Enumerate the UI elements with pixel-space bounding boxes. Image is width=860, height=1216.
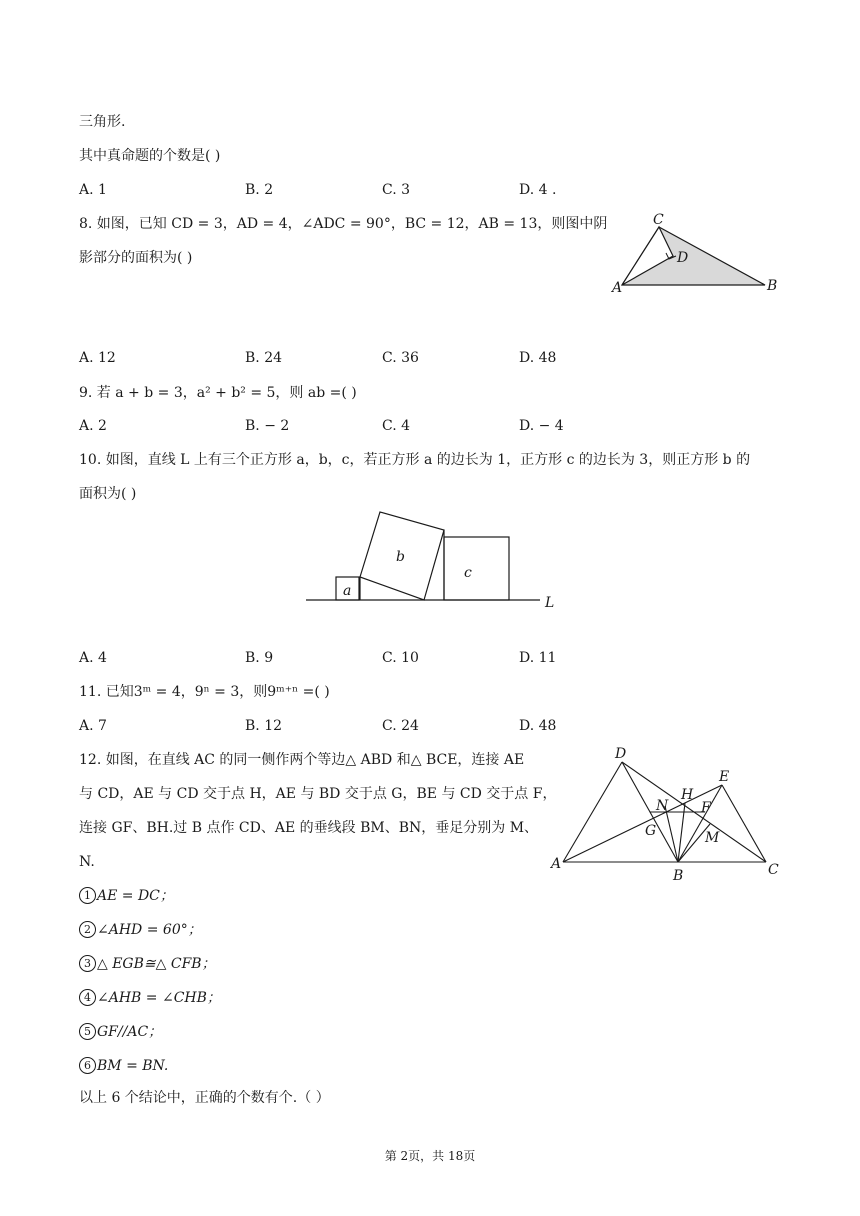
q11-option-a: A. 7 <box>79 718 107 734</box>
q12-label-c: C <box>768 862 779 878</box>
q8-label-a: A <box>612 280 623 296</box>
q10-option-c: C. 10 <box>382 650 419 666</box>
q12-item-4-text: ∠AHB = ∠CHB； <box>97 990 221 1006</box>
q10-label-b: b <box>396 549 405 565</box>
q7-option-a: A. 1 <box>79 182 107 198</box>
q12-item-5-text: GF//AC； <box>97 1024 163 1040</box>
q8-option-a: A. 12 <box>79 350 116 366</box>
q12-item-3 <box>79 954 216 974</box>
q12-item-5 <box>79 1022 162 1042</box>
q11-option-d: D. 48 <box>519 718 557 734</box>
q7-option-c: C. 3 <box>382 182 411 198</box>
q8-stem-line2: 影部分的面积为( ) <box>79 250 193 266</box>
q11-option-c: C. 24 <box>382 718 419 734</box>
q12-item-5-number: 5 <box>79 1023 96 1040</box>
q12-stem-line3: 连接 GF、BH.过 B 点作 CD、AE 的垂线段 BM、BN，垂足分别为 M、 <box>79 820 539 836</box>
q12-segment-ad <box>563 762 622 862</box>
q12-label-n: N <box>656 798 669 814</box>
q7-option-b: B. 2 <box>245 182 274 198</box>
q10-option-a: A. 4 <box>79 650 107 666</box>
q12-item-2-text: ∠AHD = 60°； <box>97 922 202 938</box>
q10-stem-line1: 10. 如图，直线 L 上有三个正方形 a，b，c，若正方形 a 的边长为 1，正方形 c 的边长为 3，则正方形 b 的 <box>79 452 751 468</box>
q8-label-c: C <box>653 212 664 228</box>
q11-stem: 11. 已知3ᵐ = 4，9ⁿ = 3，则9ᵐ⁺ⁿ =( ) <box>79 684 330 700</box>
q12-label-g: G <box>645 823 657 839</box>
q12-label-m: M <box>705 830 720 846</box>
q7-continuation: 三角形. <box>79 114 126 130</box>
q12-stem-line1: 12. 如图，在直线 AC 的同一侧作两个等边△ ABD 和△ BCE，连接 AE <box>79 752 525 768</box>
q12-item-6 <box>79 1056 168 1076</box>
q8-option-b: B. 24 <box>245 350 283 366</box>
q12-label-b: B <box>673 868 684 884</box>
q9-option-d: D. − 4 <box>519 418 564 434</box>
q10-option-b: B. 9 <box>245 650 274 666</box>
q9-stem: 9. 若 a + b = 3，a² + b² = 5，则 ab =( ) <box>79 385 357 401</box>
q12-item-4 <box>79 988 221 1008</box>
page-footer: 第 2页，共 18页 <box>384 1149 476 1163</box>
q12-item-4-number: 4 <box>79 989 96 1006</box>
q7-option-d: D. 4 . <box>519 182 557 198</box>
q12-item-3-number: 3 <box>79 955 96 972</box>
q10-label-a: a <box>343 583 352 599</box>
q8-figure <box>610 210 790 300</box>
q10-square-c <box>444 537 509 600</box>
q12-figure <box>545 740 790 885</box>
q8-label-b: B <box>767 278 778 294</box>
q12-item-6-number: 6 <box>79 1057 96 1074</box>
q12-label-e: E <box>719 769 730 785</box>
q12-label-f: F <box>701 800 711 816</box>
q9-option-b: B. − 2 <box>245 418 290 434</box>
q12-segment-ae <box>563 785 722 862</box>
q10-stem-line2: 面积为( ) <box>79 486 137 502</box>
q12-item-1-text: AE = DC； <box>97 888 174 904</box>
q12-question: 以上 6 个结论中，正确的个数有个.（ ） <box>79 1090 330 1106</box>
q11-options <box>79 716 779 736</box>
q10-options <box>79 648 779 668</box>
q12-item-2 <box>79 920 202 940</box>
q8-stem-line1: 8. 如图，已知 CD = 3，AD = 4，∠ADC = 90°，BC = 12，AB = 13，则图中阴 <box>79 216 608 232</box>
q8-options <box>79 348 779 368</box>
q9-option-a: A. 2 <box>79 418 107 434</box>
q9-options <box>79 416 779 436</box>
q12-label-d: D <box>615 746 627 762</box>
q12-item-6-text: BM = BN. <box>97 1058 169 1074</box>
q12-segment-bn <box>665 806 678 862</box>
q12-label-a: A <box>551 856 562 872</box>
q9-option-c: C. 4 <box>382 418 411 434</box>
q10-label-l: L <box>545 595 555 611</box>
q12-segment-ec <box>722 785 766 862</box>
q12-stem-line4: N. <box>79 854 95 870</box>
q12-stem-line2: 与 CD，AE 与 CD 交于点 H，AE 与 BD 交于点 G，BE 与 CD 交于点 F， <box>79 786 557 802</box>
q10-option-d: D. 11 <box>519 650 557 666</box>
q11-option-b: B. 12 <box>245 718 283 734</box>
q12-item-1 <box>79 886 174 906</box>
q10-figure <box>300 505 570 615</box>
q10-label-c: c <box>464 565 472 581</box>
q12-item-2-number: 2 <box>79 921 96 938</box>
q8-label-d: D <box>677 250 689 266</box>
q12-label-h: H <box>681 787 694 803</box>
q8-option-c: C. 36 <box>382 350 419 366</box>
q7-question: 其中真命题的个数是( ) <box>79 148 221 164</box>
q8-option-d: D. 48 <box>519 350 557 366</box>
q7-options <box>79 180 779 200</box>
q12-item-1-number: 1 <box>79 887 96 904</box>
q12-item-3-text: △ EGB≅△ CFB； <box>97 956 216 972</box>
